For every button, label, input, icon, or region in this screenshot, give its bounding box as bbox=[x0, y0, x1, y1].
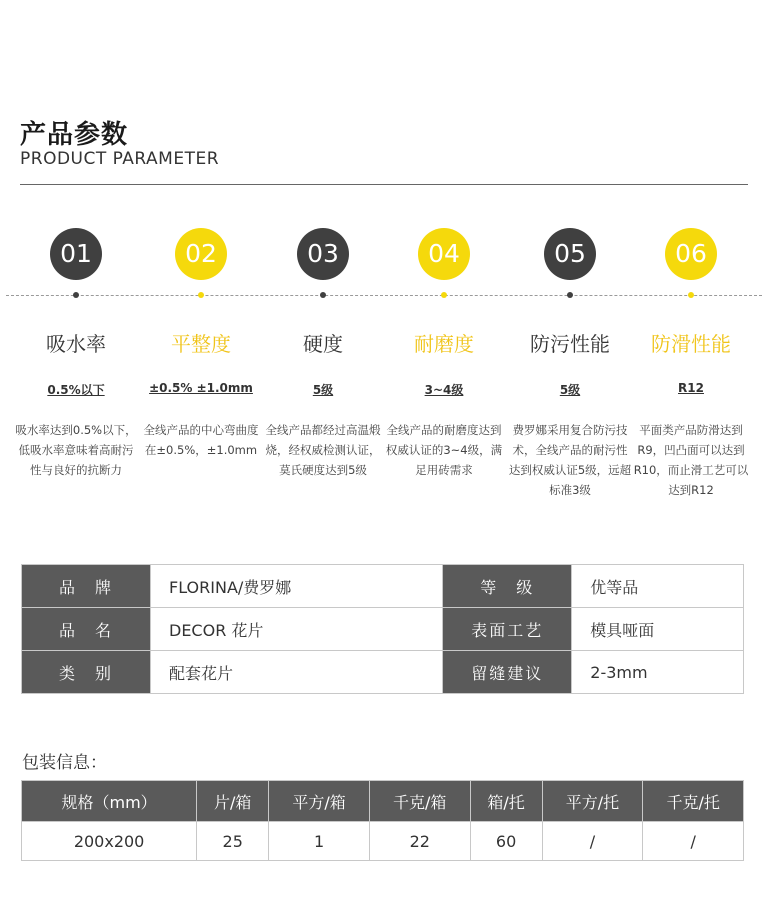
timeline-dot bbox=[441, 292, 447, 298]
spec-label: 品 牌 bbox=[22, 565, 151, 608]
spec-label: 等 级 bbox=[443, 565, 572, 608]
feature-description: 全线产品的耐磨度达到权威认证的3~4级，满足用砖需求 bbox=[385, 423, 503, 477]
feature-title: 耐磨度 bbox=[414, 332, 474, 356]
timeline-dot bbox=[198, 292, 204, 298]
feature-flatness bbox=[139, 228, 263, 457]
timeline-dot bbox=[73, 292, 79, 298]
spec-label: 留缝建议 bbox=[443, 651, 572, 694]
spec-label: 品 名 bbox=[22, 608, 151, 651]
page-title-en: PRODUCT PARAMETER bbox=[20, 149, 220, 169]
feature-value: 5级 bbox=[312, 383, 334, 397]
timeline-dot bbox=[567, 292, 573, 298]
column-header: 千克/箱 bbox=[369, 781, 470, 822]
feature-description: 全线产品的中心弯曲度在±0.5%，±1.0mm bbox=[143, 423, 259, 457]
spec-label: 表面工艺 bbox=[443, 608, 572, 651]
feature-value: 3~4级 bbox=[424, 383, 464, 397]
spec-table bbox=[21, 564, 744, 694]
packing-table bbox=[21, 780, 744, 861]
timeline-line bbox=[6, 295, 762, 296]
feature-anti-slip bbox=[629, 228, 753, 497]
table-cell: 22 bbox=[369, 822, 470, 861]
spec-value: 模具哑面 bbox=[572, 608, 744, 651]
spec-value: 2-3mm bbox=[572, 651, 744, 694]
feature-stain-resistance bbox=[508, 228, 632, 497]
feature-title: 防滑性能 bbox=[651, 332, 731, 356]
table-cell: / bbox=[542, 822, 643, 861]
column-header: 平方/托 bbox=[542, 781, 643, 822]
table-cell: 25 bbox=[197, 822, 269, 861]
feature-value: R12 bbox=[678, 381, 704, 395]
spec-value: 优等品 bbox=[572, 565, 744, 608]
feature-description: 吸水率达到0.5%以下，低吸水率意味着高耐污性与良好的抗断力 bbox=[15, 423, 137, 477]
page-title-cn: 产品参数 bbox=[20, 120, 129, 150]
table-row bbox=[22, 822, 744, 861]
feature-title: 吸水率 bbox=[46, 332, 106, 356]
feature-number-badge: 05 bbox=[544, 228, 596, 280]
feature-hardness bbox=[261, 228, 385, 477]
column-header: 片/箱 bbox=[197, 781, 269, 822]
packing-info-label: 包装信息： bbox=[22, 753, 107, 773]
spec-value: 配套花片 bbox=[151, 651, 443, 694]
spec-value: FLORINA/费罗娜 bbox=[151, 565, 443, 608]
column-header: 规格（mm） bbox=[22, 781, 197, 822]
table-header-row bbox=[22, 781, 744, 822]
feature-water-absorption bbox=[14, 228, 138, 477]
feature-number-badge: 06 bbox=[665, 228, 717, 280]
feature-value: ±0.5% ±1.0mm bbox=[149, 381, 253, 395]
timeline-dot bbox=[320, 292, 326, 298]
table-cell: 60 bbox=[470, 822, 542, 861]
title-divider bbox=[20, 184, 748, 185]
feature-wear-resistance bbox=[382, 228, 506, 477]
feature-description: 费罗娜采用复合防污技术，全线产品的耐污性达到权威认证5级，远超标准3级 bbox=[508, 423, 632, 497]
feature-description: 全线产品都经过高温煅烧，经权威检测认证，莫氏硬度达到5级 bbox=[265, 423, 381, 477]
column-header: 千克/托 bbox=[643, 781, 744, 822]
feature-title: 硬度 bbox=[303, 332, 343, 356]
feature-value: 5级 bbox=[559, 383, 581, 397]
table-cell: / bbox=[643, 822, 744, 861]
feature-value: 0.5%以下 bbox=[47, 383, 105, 397]
table-row bbox=[22, 651, 744, 694]
table-cell: 200x200 bbox=[22, 822, 197, 861]
feature-number-badge: 04 bbox=[418, 228, 470, 280]
spec-label: 类 别 bbox=[22, 651, 151, 694]
feature-title: 平整度 bbox=[171, 332, 231, 356]
column-header: 平方/箱 bbox=[269, 781, 370, 822]
feature-number-badge: 02 bbox=[175, 228, 227, 280]
table-row bbox=[22, 608, 744, 651]
feature-number-badge: 03 bbox=[297, 228, 349, 280]
table-cell: 1 bbox=[269, 822, 370, 861]
timeline-dot bbox=[688, 292, 694, 298]
spec-value: DECOR 花片 bbox=[151, 608, 443, 651]
feature-description: 平面类产品防滑达到R9，凹凸面可以达到R10，而止滑工艺可以达到R12 bbox=[633, 423, 749, 497]
feature-number-badge: 01 bbox=[50, 228, 102, 280]
column-header: 箱/托 bbox=[470, 781, 542, 822]
feature-title: 防污性能 bbox=[530, 332, 610, 356]
table-row bbox=[22, 565, 744, 608]
